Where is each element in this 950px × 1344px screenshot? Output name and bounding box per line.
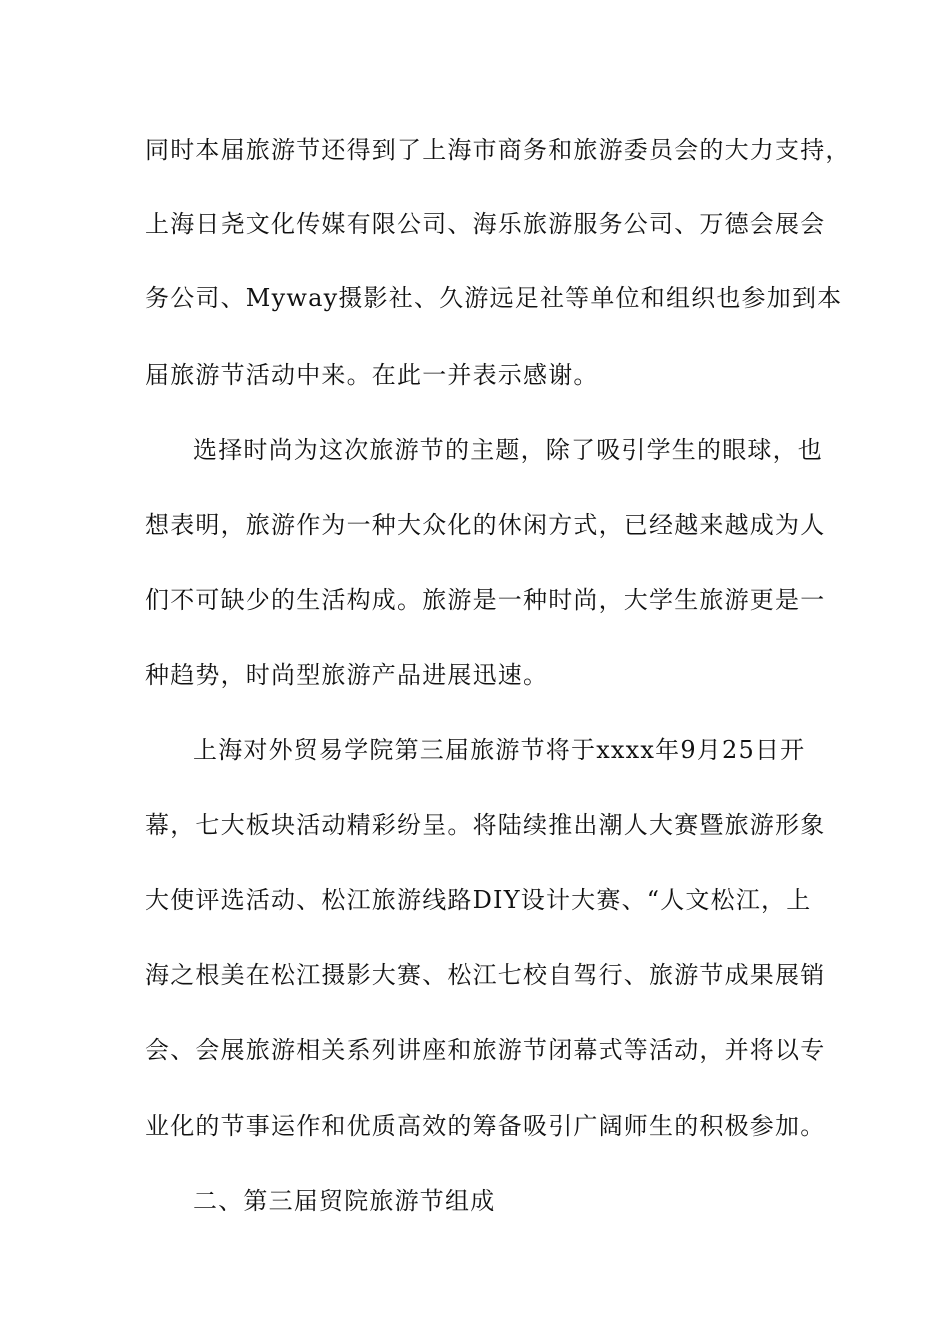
paragraph-3-line-6: 业化的节事运作和优质高效的筹备吸引广阔师生的积极参加。 xyxy=(145,1112,826,1140)
paragraph-3-line-3: 大使评选活动、松江旅游线路DIY设计大赛、“人文松江，上 xyxy=(145,886,812,914)
paragraph-2-line-4: 种趋势，时尚型旅游产品进展迅速。 xyxy=(145,661,549,689)
paragraph-2-line-3: 们不可缺少的生活构成。旅游是一种时尚，大学生旅游更是一 xyxy=(145,586,826,614)
section-heading: 二、第三届贸院旅游节组成 xyxy=(193,1187,496,1215)
paragraph-3-line-5: 会、会展旅游相关系列讲座和旅游节闭幕式等活动，并将以专 xyxy=(145,1036,826,1064)
paragraph-3-line-2: 幕，七大板块活动精彩纷呈。将陆续推出潮人大赛暨旅游形象 xyxy=(145,811,826,839)
paragraph-3-line-4: 海之根美在松江摄影大赛、松江七校自驾行、旅游节成果展销 xyxy=(145,961,826,989)
paragraph-2-line-2: 想表明，旅游作为一种大众化的休闲方式，已经越来越成为人 xyxy=(145,511,826,539)
paragraph-1-line-1: 同时本届旅游节还得到了上海市商务和旅游委员会的大力支持， xyxy=(145,136,851,164)
paragraph-1-line-3: 务公司、Myway摄影社、久游远足社等单位和组织也参加到本 xyxy=(145,284,843,312)
paragraph-1-line-4: 届旅游节活动中来。在此一并表示感谢。 xyxy=(145,361,599,389)
paragraph-1-line-2: 上海日尧文化传媒有限公司、海乐旅游服务公司、万德会展会 xyxy=(145,210,826,238)
paragraph-3-line-1: 上海对外贸易学院第三届旅游节将于xxxx年9月25日开 xyxy=(193,736,806,764)
paragraph-2-line-1: 选择时尚为这次旅游节的主题，除了吸引学生的眼球，也 xyxy=(193,436,823,464)
